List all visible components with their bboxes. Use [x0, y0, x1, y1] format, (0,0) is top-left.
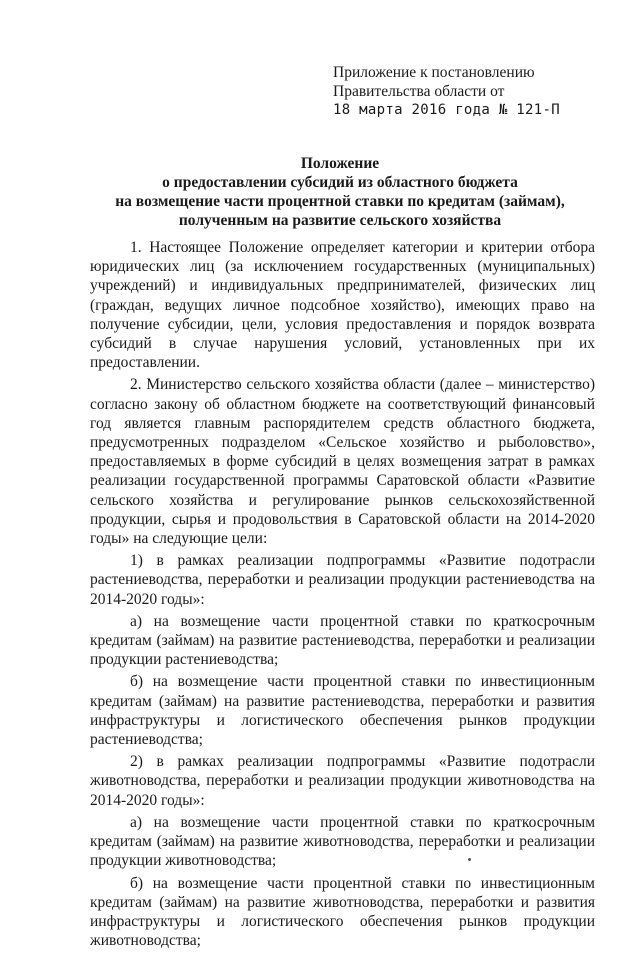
- paragraph-1: 1. Настоящее Положение определяет категории и критерии отбора юридических лиц (за исключением государственных (муниципальных) учреждений) и индивидуальных предпринимателей, физических лиц (граждан, ведущих личное подсобное хозяйство), имеющих право на получение субсидии, цели, условия предоставления и порядок возврата субсидий в случае нарушения условий, установленных при их предоставлении.: [90, 239, 595, 372]
- appendix-line-1: Приложение к постановлению: [333, 64, 535, 81]
- document-body: [90, 238, 595, 953]
- title-line-3: на возмещение части процентной ставки по кредитам (займам),: [115, 193, 565, 210]
- scan-speck: [468, 858, 471, 861]
- paragraph-2-item-1a: а) на возмещение части процентной ставки по краткосрочным кредитам (займам) на развитие растениеводства, переработки и реализации продукции растениеводства;: [90, 612, 595, 669]
- title-line-4: полученным на развитие сельского хозяйства: [178, 212, 502, 229]
- paragraph-2-item-2: 2) в рамках реализации подпрограммы «Развитие подотрасли животноводства, переработки и реализации продукции животноводства на 2014-2020 годы»:: [90, 753, 595, 809]
- paragraph-2-item-1: 1) в рамках реализации подпрограммы «Развитие подотрасли растениеводства, переработки и реализации продукции растениеводства на 2014-2020 годы»:: [90, 552, 595, 608]
- appendix-line-2: Правительства области от: [333, 83, 505, 100]
- title-line-2: о предоставлении субсидий из областного бюджета: [162, 174, 518, 191]
- paragraph-2-item-1b: б) на возмещение части процентной ставки по инвестиционным кредитам (займам) на развитие растениеводства, переработки и развития инфраструктуры и логистического обеспечения рынков продукции растениеводства;: [90, 673, 595, 749]
- paragraph-2: 2. Министерство сельского хозяйства области (далее – министерство) согласно закону об областном бюджете на соответствующий финансовый год является главным распорядителем средств областного бюджета, предусмотренных подразделом «Сельское хозяйство и рыболовство», предоставляемых в форме субсидий в целях возмещения затрат в рамках реализации государственной программы Саратовской области «Развитие сельского хозяйства и регулирование рынков сельскохозяйственной продукции, сырья и продовольствия в Саратовской области на 2014-2020 годы» на следующие цели:: [90, 376, 595, 548]
- paragraph-2-item-2a: а) на возмещение части процентной ставки по краткосрочным кредитам (займам) на развитие животноводства, переработки и реализации продукции животноводства;: [90, 813, 595, 870]
- title-line-1: Положение: [300, 155, 380, 172]
- appendix-line-3: 18 марта 2016 года № 121-П: [333, 102, 560, 118]
- document-title: [90, 154, 590, 230]
- paragraph-2-item-2b: б) на возмещение части процентной ставки по инвестиционным кредитам (займам) на развитие животноводства, переработки и развития инфраструктуры и логистического обеспечения рынков продукции животноводства;: [90, 874, 595, 950]
- appendix-header: [333, 63, 633, 120]
